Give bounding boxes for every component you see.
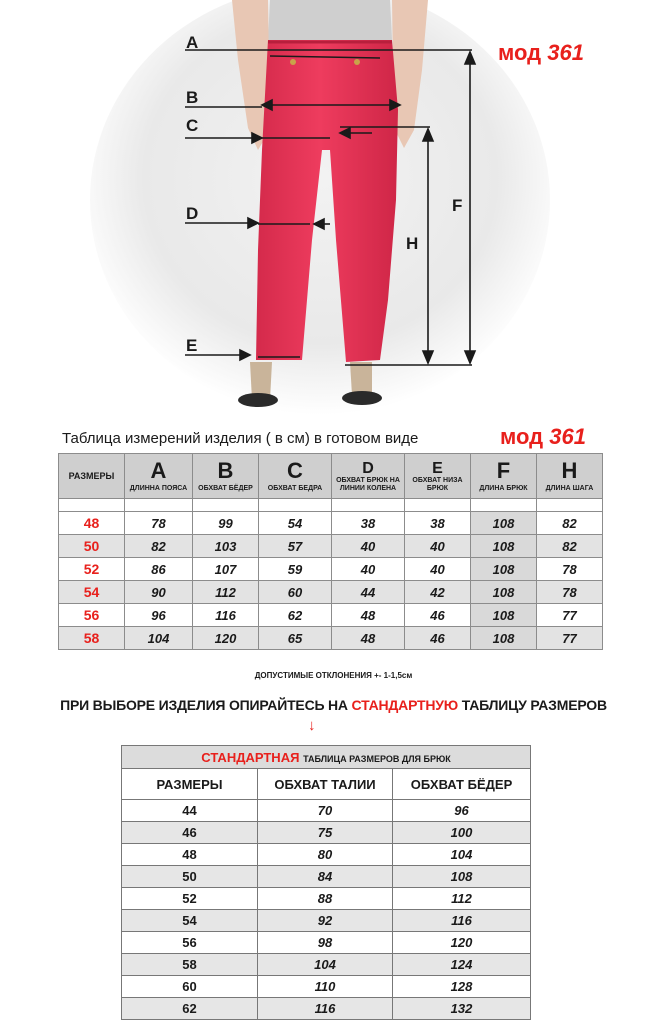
size-cell: 56 [59,604,125,627]
title-rest: ТАБЛИЦА РАЗМЕРОВ ДЛЯ БРЮК [303,753,451,764]
column-letter: F [496,457,511,483]
value-cell: 107 [193,558,259,581]
column-desc: ОБХВАТ НИЗА БРЮК [412,476,463,492]
value-cell: 108 [471,535,537,558]
value-cell: 46 [405,604,471,627]
header-size: РАЗМЕРЫ [122,769,258,800]
value-cell: 60 [259,581,332,604]
value-cell: 120 [193,627,259,650]
value-cell: 62 [259,604,332,627]
column-desc: ДЛИНА БРЮК [479,484,528,492]
cell: 120 [393,932,531,954]
column-desc: ОБХВАТ БРЮК НА ЛИНИИ КОЛЕНА [336,476,400,492]
value-cell: 77 [537,604,603,627]
cell: 92 [258,910,393,932]
value-cell: 78 [537,581,603,604]
measurement-header-row [59,454,603,499]
model-label: мод [498,40,542,65]
column-letter: D [362,459,374,477]
column-desc: ОБХВАТ БЁДЕР [198,484,253,492]
value-cell: 54 [259,512,332,535]
table-row [59,535,603,558]
cell: 75 [258,822,393,844]
column-letter: C [287,457,303,483]
measurement-rows [59,512,603,650]
cell: 60 [122,976,258,998]
label-d: D [186,204,199,223]
arrow-down-icon: ↓ [308,717,316,734]
measurement-table [58,453,603,650]
column-header [471,454,537,499]
cell: 98 [258,932,393,954]
table-row [122,998,531,1020]
header-hips: ОБХВАТ БЁДЕР [393,769,531,800]
table-row [122,800,531,822]
cell: 54 [122,910,258,932]
table-row [59,604,603,627]
table-row [122,932,531,954]
size-cell: 58 [59,627,125,650]
column-desc: ДЛИННА ПОЯСА [129,484,188,492]
standard-table-title [122,746,531,769]
standard-table-title-row [122,746,531,769]
notice-highlight: СТАНДАРТНУЮ [351,697,459,713]
value-cell: 82 [537,535,603,558]
standard-rows [122,800,531,1020]
label-h: H [406,234,419,253]
cell: 116 [258,998,393,1020]
value-cell: 42 [405,581,471,604]
value-cell: 44 [332,581,405,604]
cell: 116 [393,910,531,932]
cell: 58 [122,954,258,976]
value-cell: 108 [471,627,537,650]
column-header [332,454,405,499]
cell: 56 [122,932,258,954]
column-header [405,454,471,499]
value-cell: 108 [471,581,537,604]
table-row [122,976,531,998]
value-cell: 38 [332,512,405,535]
column-header [125,454,193,499]
size-cell: 48 [59,512,125,535]
column-letter: E [432,459,443,477]
tolerance-note: ДОПУСТИМЫЕ ОТКЛОНЕНИЯ +- 1-1,5см [254,671,413,680]
notice-after: ТАБЛИЦУ РАЗМЕРОВ [458,697,607,713]
value-cell: 59 [259,558,332,581]
model-label: мод [500,424,544,449]
value-cell: 48 [332,604,405,627]
value-cell: 86 [125,558,193,581]
cell: 104 [393,844,531,866]
cell: 128 [393,976,531,998]
table-row [122,866,531,888]
table-row [122,888,531,910]
rivet-left [290,59,296,65]
standard-header-row [122,769,531,800]
cell: 108 [393,866,531,888]
cell: 100 [393,822,531,844]
value-cell: 40 [332,558,405,581]
value-cell: 57 [259,535,332,558]
cell: 50 [122,866,258,888]
value-cell: 108 [471,558,537,581]
label-b: B [186,88,199,107]
cell: 44 [122,800,258,822]
cell: 112 [393,888,531,910]
product-photo [0,0,667,420]
cell: 132 [393,998,531,1020]
spacer-row [59,499,603,512]
value-cell: 96 [125,604,193,627]
standard-size-table [121,745,531,1020]
notice-before: ПРИ ВЫБОРЕ ИЗДЕЛИЯ ОПИРАЙТЕСЬ НА [60,697,352,713]
table-row [122,822,531,844]
column-desc: ДЛИНА ШАГА [545,484,594,492]
column-letter: H [561,457,578,483]
table-row [122,910,531,932]
cell: 124 [393,954,531,976]
value-cell: 46 [405,627,471,650]
value-cell: 82 [125,535,193,558]
size-cell: 52 [59,558,125,581]
shirt [268,0,392,40]
table-row [59,512,603,535]
cell: 88 [258,888,393,910]
value-cell: 40 [332,535,405,558]
model-badge-table [500,424,586,450]
label-f: F [452,196,463,215]
cell: 80 [258,844,393,866]
table-row [59,581,603,604]
value-cell: 48 [332,627,405,650]
value-cell: 99 [193,512,259,535]
value-cell: 103 [193,535,259,558]
column-header [537,454,603,499]
left-shoe [238,393,278,407]
value-cell: 78 [537,558,603,581]
rivet-right [354,59,360,65]
title-highlight: СТАНДАРТНАЯ [201,749,300,765]
column-letter: B [217,457,234,483]
table-row [122,844,531,866]
cell: 48 [122,844,258,866]
value-cell: 40 [405,535,471,558]
cell: 84 [258,866,393,888]
size-header: РАЗМЕРЫ [59,454,125,499]
column-header [193,454,259,499]
label-c: C [186,116,199,135]
cell: 96 [393,800,531,822]
value-cell: 82 [537,512,603,535]
label-e: E [186,336,198,355]
value-cell: 77 [537,627,603,650]
cell: 110 [258,976,393,998]
cell: 62 [122,998,258,1020]
column-header [259,454,332,499]
size-notice [0,697,667,713]
value-cell: 108 [471,604,537,627]
size-cell: 50 [59,535,125,558]
table-row [122,954,531,976]
size-cell: 54 [59,581,125,604]
value-cell: 104 [125,627,193,650]
cell: 46 [122,822,258,844]
cell: 70 [258,800,393,822]
column-desc: ОБХВАТ БЕДРА [267,484,323,492]
measurement-table-title: Таблица измерений изделия ( в см) в готовом виде [62,430,419,447]
value-cell: 65 [259,627,332,650]
right-leg [350,362,372,395]
header-waist: ОБХВАТ ТАЛИИ [258,769,393,800]
table-row [59,627,603,650]
model-badge-top [498,40,584,66]
value-cell: 108 [471,512,537,535]
column-letter: A [150,457,167,483]
cell: 104 [258,954,393,976]
table-row [59,558,603,581]
cell: 52 [122,888,258,910]
value-cell: 112 [193,581,259,604]
value-cell: 78 [125,512,193,535]
value-cell: 116 [193,604,259,627]
value-cell: 38 [405,512,471,535]
model-number: 361 [549,424,586,449]
right-shoe [342,391,382,405]
model-number: 361 [547,40,584,65]
value-cell: 40 [405,558,471,581]
label-a: A [186,33,199,52]
value-cell: 90 [125,581,193,604]
